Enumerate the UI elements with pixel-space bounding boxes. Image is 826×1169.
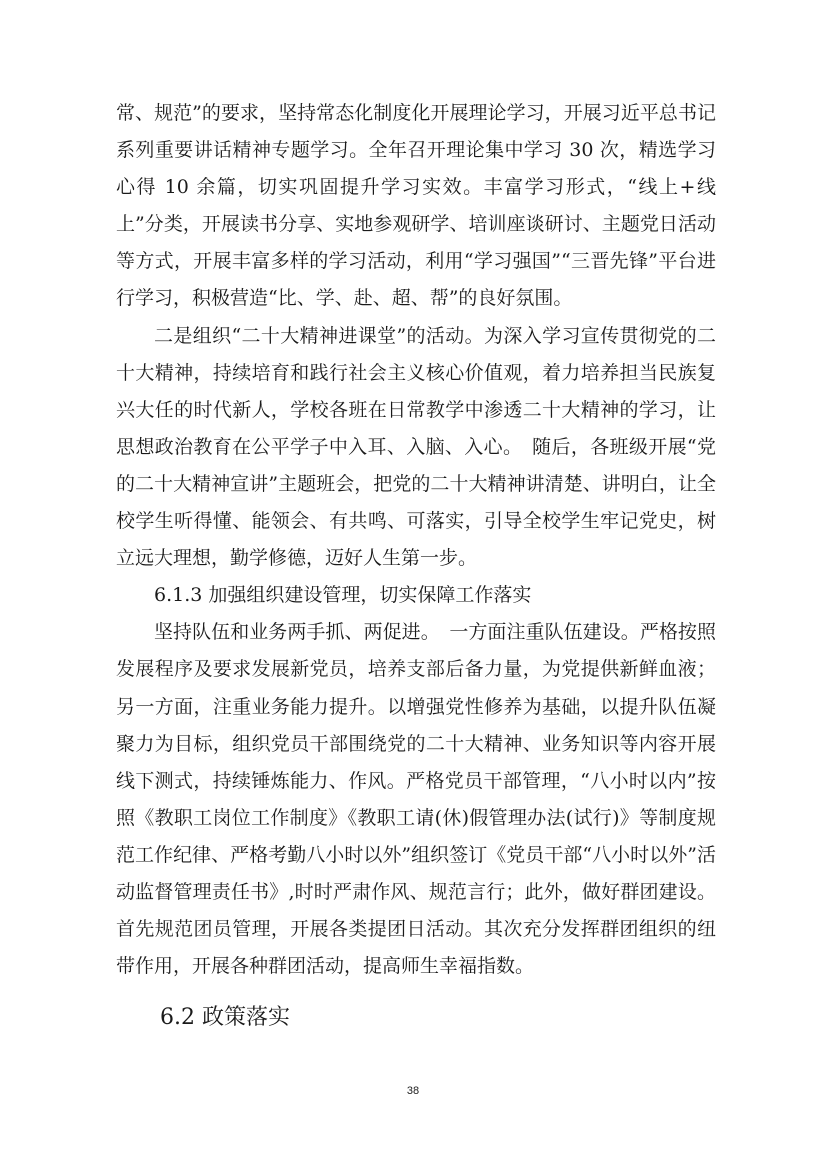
body-text bbox=[116, 95, 716, 985]
subsection-heading-6-1-3: 6.1.3 加强组织建设管理，切实保障工作落实 bbox=[154, 584, 532, 607]
section-heading-6-2: 6.2 政策落实 bbox=[160, 1005, 290, 1030]
paragraph-study-continuation: 常、规范”的要求，坚持常态化制度化开展理论学习，开展习近平总书记系列重要讲话精神专题学习。全年召开理论集中学习 30 次，精选学习心得 10 余篇，切实巩固提升学习实效。丰富学习形式，“线上+线上”分类，开展读书分享、实地参观研学、培训座谈研讨、主题党日活动等方式，开展丰富多样的学习活动，利用“学习强国”“三晋先锋”平台进行学习，积极营造“比、学、赴、超、帮”的良好氛围。 bbox=[116, 102, 716, 310]
paragraph-twentieth-congress-classroom: 二是组织“二十大精神进课堂”的活动。为深入学习宣传贯彻党的二十大精神，持续培育和践行社会主义核心价值观，着力培养担当民族复兴大任的时代新人，学校各班在日常教学中渗透二十大精神的学习，让思想政治教育在公平学子中入耳、入脑、入心。 随后，各班级开展“党的二十大精神宣讲”主题班会，把党的二十大精神讲清楚、讲明白，让全校学生听得懂、能领会、有共鸣、可落实，引导全校学生牢记党史，树立远大理想，勤学修德，迈好人生第一步。 bbox=[116, 324, 716, 570]
page-number: 38 bbox=[406, 1085, 420, 1097]
paragraph-team-building: 坚持队伍和业务两手抓、两促进。 一方面注重队伍建设。严格按照发展程序及要求发展新党员，培养支部后备力量，为党提供新鲜血液；另一方面，注重业务能力提升。以增强党性修养为基础，以提升队伍凝聚力为目标，组织党员干部围绕党的二十大精神、业务知识等内容开展线下测式，持续锤炼能力、作风。严格党员干部管理，“八小时以内”按照《教职工岗位工作制度》《教职工请(休)假管理办法(试行)》等制度规范工作纪律、严格考勤八小时以外”组织签订《党员干部“八小时以外”活动监督管理责任书》,时时严肃作风、规范言行；此外，做好群团建设。首先规范团员管理，开展各类提团日活动。其次充分发挥群团组织的纽带作用，开展各种群团活动，提高师生幸福指数。 bbox=[116, 621, 716, 978]
